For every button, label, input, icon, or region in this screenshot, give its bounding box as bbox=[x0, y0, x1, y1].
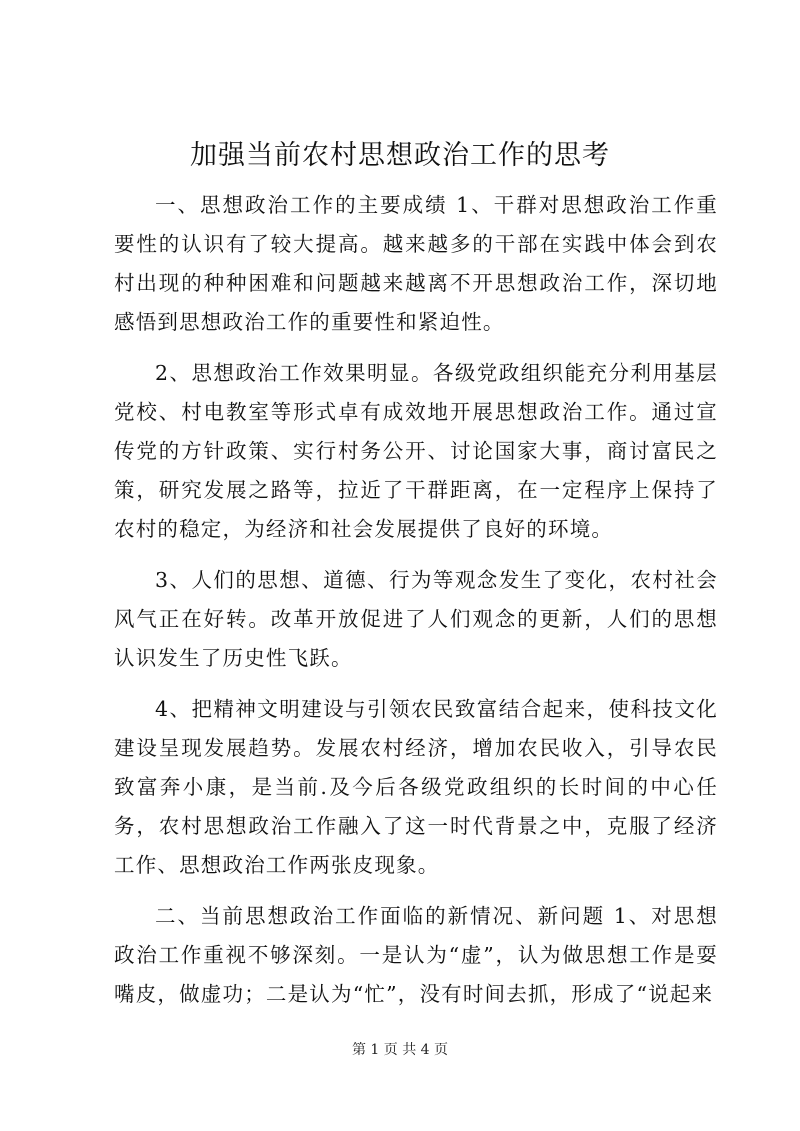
paragraph-3: 3、人们的思想、道德、行为等观念发生了变化，农村社会风气正在好转。改革开放促进了人们观念的更新，人们的思想认识发生了历史性飞跃。 bbox=[114, 568, 718, 670]
paragraph-1: 一、思想政治工作的主要成绩 1、干群对思想政治工作重要性的认识有了较大提高。越来越多的干部在实践中体会到农村出现的种种困难和问题越来越离不开思想政治工作，深切地感悟到思想政治工作的重要性和紧迫性。 bbox=[114, 193, 718, 334]
paragraph-2: 2、思想政治工作效果明显。各级党政组织能充分利用基层党校、村电教室等形式卓有成效地开展思想政治工作。通过宣传党的方针政策、实行村务公开、讨论国家大事，商讨富民之策，研究发展之路等，拉近了干群距离，在一定程序上保持了农村的稳定，为经济和社会发展提供了良好的环境。 bbox=[114, 361, 718, 541]
document-body bbox=[114, 186, 718, 1026]
paragraph-5: 二、当前思想政治工作面临的新情况、新问题 1、对思想政治工作重视不够深刻。一是认为“虚”，认为做思想工作是耍嘴皮，做虚功；二是认为“忙”，没有时间去抓，形成了“说起来 bbox=[114, 904, 718, 1006]
document-title: 加强当前农村思想政治工作的思考 bbox=[190, 140, 610, 171]
paragraph-4: 4、把精神文明建设与引领农民致富结合起来，使科技文化建设呈现发展趋势。发展农村经济，增加农民收入，引导农民致富奔小康，是当前.及今后各级党政组织的长时间的中心任务，农村思想政治工作融入了这一时代背景之中，克服了经济工作、思想政治工作两张皮现象。 bbox=[114, 697, 718, 877]
page-footer: 第 1 页 共 4 页 bbox=[351, 1042, 449, 1058]
